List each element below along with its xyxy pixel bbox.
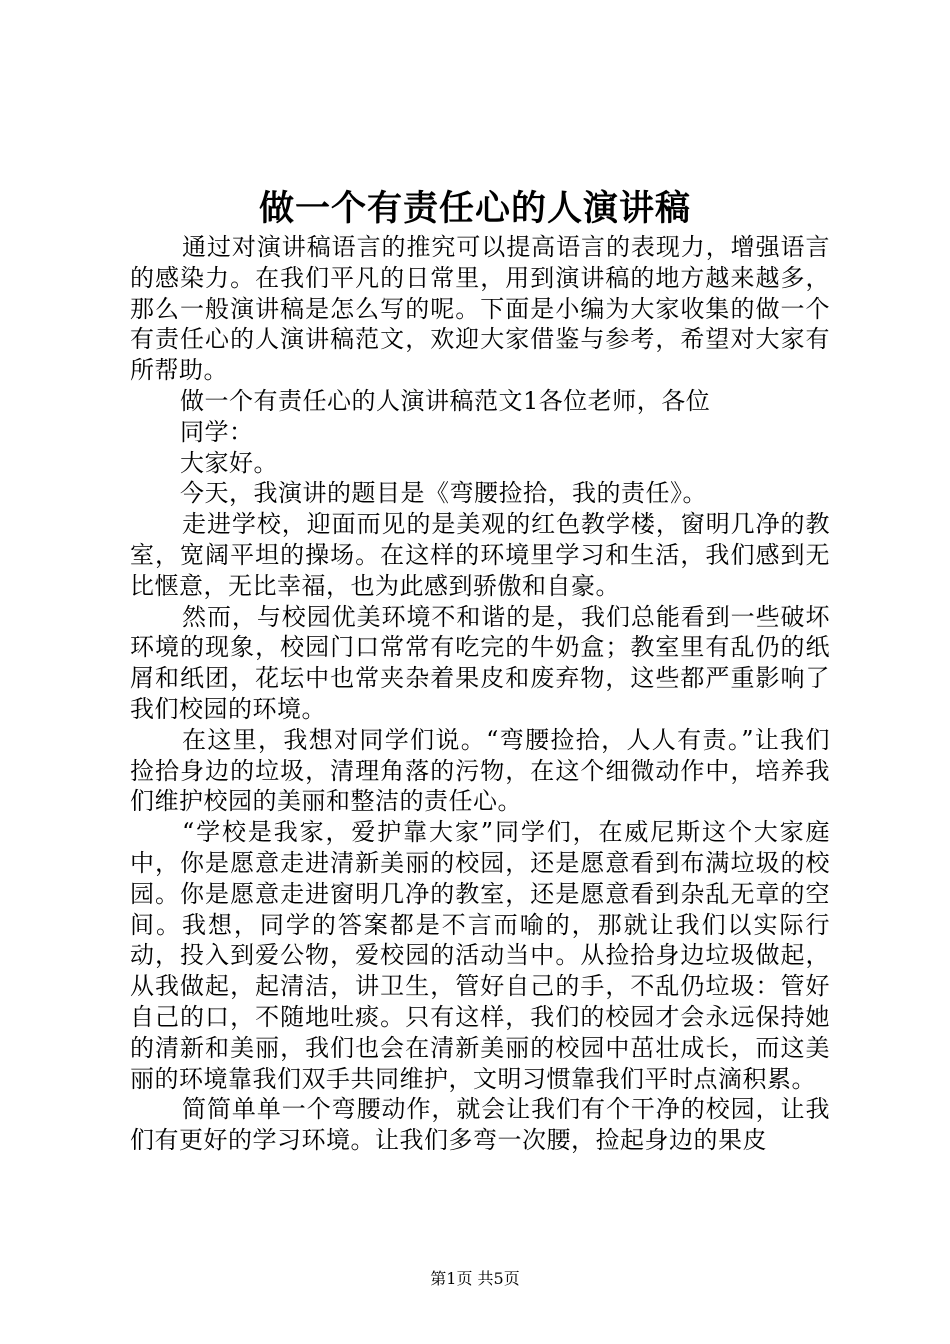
document-body: [130, 232, 830, 1156]
page-footer: 第1页 共5页: [430, 1269, 520, 1288]
paragraph-topic: 今天，我演讲的题目是《弯腰捡拾，我的责任》。: [180, 479, 707, 508]
paragraph-salutation: 同学：: [180, 417, 254, 446]
paragraph-simple-action: 简简单单一个弯腰动作，就会让我们有个干净的校园，让我们有更好的学习环境。让我们多弯一次腰，捡起身边的果皮: [130, 1095, 830, 1155]
paragraph-greeting: 大家好。: [180, 448, 278, 477]
paragraph-school-environment: 走进学校，迎面而见的是美观的红色教学楼，窗明几净的教室，宽阔平坦的操场。在这样的环境里学习和生活，我们感到无比惬意，无比幸福，也为此感到骄傲和自豪。: [130, 510, 830, 600]
document-title: 做一个有责任心的人演讲稿: [258, 188, 691, 229]
paragraph-problems: 然而，与校园优美环境不和谐的是，我们总能看到一些破坏环境的现象，校园门口常常有吃完的牛奶盒；教室里有乱仍的纸屑和纸团，花坛中也常夹杂着果皮和废弃物，这些都严重影响了我们校园的环境。: [130, 602, 830, 723]
paragraph-school-is-home: “学校是我家，爱护靠大家”同学们，在威尼斯这个大家庭中，你是愿意走进清新美丽的校园，还是愿意看到布满垃圾的校园。你是愿意走进窗明几净的教室，还是愿意看到杂乱无章的空间。我想，同学的答案都是不言而喻的，那就让我们以实际行动，投入到爱公物，爱校园的活动当中。从捡拾身边垃圾做起，从我做起，起清洁，讲卫生，管好自己的手，不乱仍垃圾：管好自己的口，不随地吐痰。只有这样，我们的校园才会永远保持她的清新和美丽，我们也会在清新美丽的校园中茁壮成长，而这美丽的环境靠我们双手共同维护，文明习惯靠我们平时点滴积累。: [130, 818, 830, 1093]
paragraph-intro: 通过对演讲稿语言的推究可以提高语言的表现力，增强语言的感染力。在我们平凡的日常里，用到演讲稿的地方越来越多，那么一般演讲稿是怎么写的呢。下面是小编为大家收集的做一个有责任心的人演讲稿范文，欢迎大家借鉴与参考，希望对大家有所帮助。: [130, 233, 830, 385]
paragraph-sample-heading: 做一个有责任心的人演讲稿范文1各位老师，各位: [180, 386, 711, 415]
paragraph-appeal: 在这里，我想对同学们说。“弯腰捡拾，人人有责。”让我们捡拾身边的垃圾，清理角落的污物，在这个细微动作中，培养我们维护校园的美丽和整洁的责任心。: [130, 725, 830, 816]
